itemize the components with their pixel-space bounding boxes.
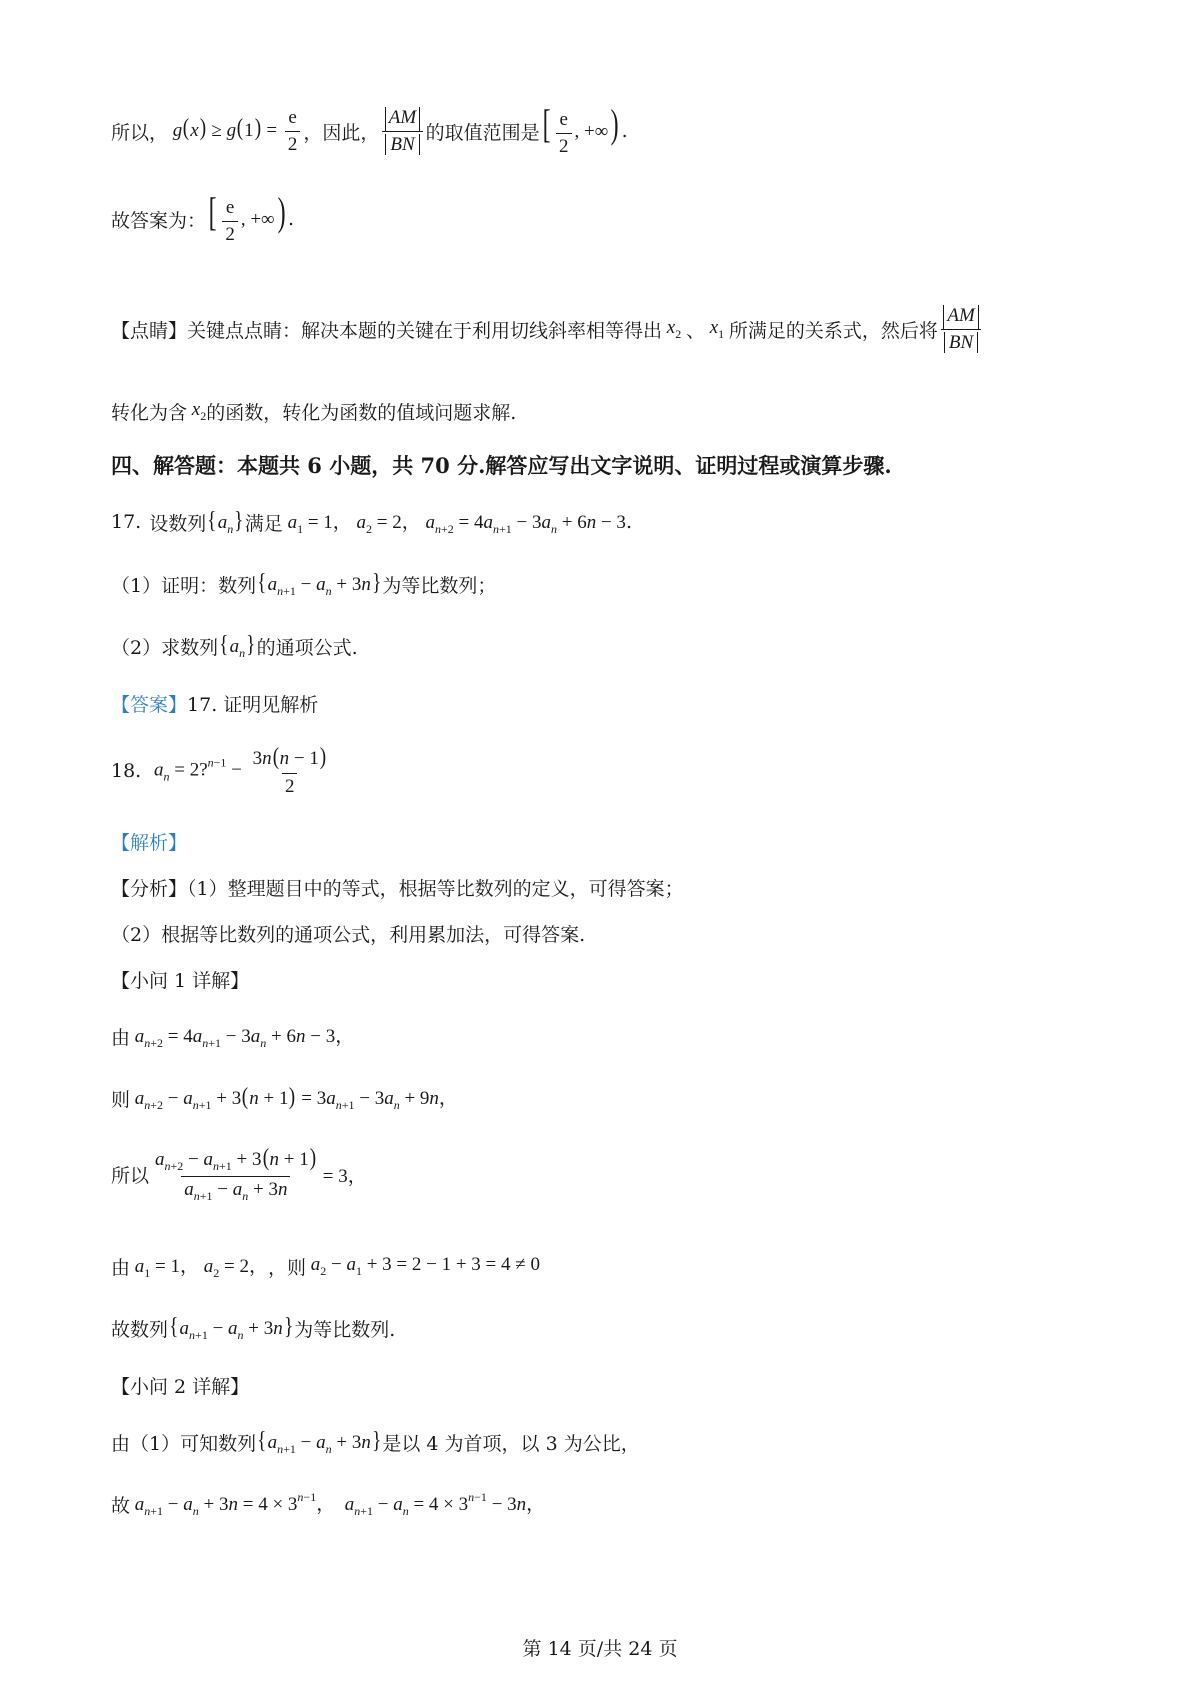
fenxi-1: 【分析】（1）整理题目中的等式，根据等比数列的定义，可得答案； <box>111 877 684 900</box>
step-3: 所以 $\frac{a_{n+2} - a_{n+1} + 3(n + 1)}{a_{n+1} - a_n + 3n}$ = 3， <box>111 1144 367 1203</box>
line-conclusion-g: 所以， g(x) ≥ g(1) = $\frac{e}{2}$ ，因此， $\frac{AM}{BN}$ 的取值范围是 [ $\frac{e}{2}$ , +∞) . <box>111 101 628 157</box>
sub-heading-2: 【小问 2 详解】 <box>111 1375 250 1398</box>
step-6: 由（1）可知数列 $\{a_{n+1} - a_n + 3n\}$ 是以 4 为首项，以 3 为公比， <box>111 1427 640 1456</box>
formula-g-inequality: g(x) ≥ g(1) = $\frac{e}{2}$ <box>168 107 303 156</box>
var-x2: $x_2$ <box>666 316 682 341</box>
step-5: 故数列 $\{a_{n+1} - a_n + 3n\}$ 为等比数列. <box>111 1313 396 1342</box>
line-dianjing: 【点睛】关键点点睛：解决本题的关键在于利用切线斜率相等得出 $x_2$ 、 $x_1$ 所满足的关系式，然后将 $\frac{AM}{BN}$ <box>111 292 984 366</box>
var-x2-b: $x_2$ <box>191 398 207 423</box>
jiexi-label: 【解析】 <box>111 831 188 854</box>
step-1: 由 $a_{n+2} = 4a_{n+1} - 3a_n + 6n - 3$， <box>111 1026 355 1050</box>
step-4: 由 $a_1 = 1$， $a_2 = 2$， ，则 $a_2 - a_1 + 3 = 2 - 1 + 3 = 4 \ne 0$ <box>111 1253 540 1280</box>
question-part-1: （1）证明：数列 $\{a_{n+1} - a_n + 3n\}$ 为等比数列； <box>111 569 497 598</box>
formula-am-bn-2: $\frac{AM}{BN}$ <box>941 305 981 354</box>
formula-recurrence: $a_1 = 1$， $a_2 = 2$， $a_{n+2} = 4a_{n+1} - 3a_n + 6n - 3$ <box>287 512 626 536</box>
question-part-2: （2）求数列 $\{a_n\}$ 的通项公式. <box>111 631 358 660</box>
sub-heading-1: 【小问 1 详解】 <box>111 969 250 992</box>
question-17: 17. 设数列 $\{a_n\}$ 满足 $a_1 = 1$， $a_2 = 2$， $a_{n+2} = 4a_{n+1} - 3a_n + 6n - 3$ . <box>111 507 632 536</box>
line-transform: 转化为含 $x_2$ 的函数，转化为函数的值域问题求解. <box>111 398 517 424</box>
formula-am-bn: $\frac{AM}{BN}$ <box>382 107 422 156</box>
page-footer: 第 14 页/共 24 页 <box>522 1638 678 1660</box>
section-heading: 四、解答题：本题共 6 小题，共 70 分.解答应写出文字说明、证明过程或演算步骤. <box>111 453 892 478</box>
formula-general-term: $a_n$ = 2?$^{n-1}$ − $\frac{3n(n - 1)}{2}$ <box>153 744 327 797</box>
line-answer-range: 故答案为： [ $\frac{e}{2}$ , +∞) . <box>111 189 294 245</box>
step-7: 故 $a_{n+1} - a_n + 3n = 4 \times 3^{n-1}$， $a_{n+1} - a_n = 4 \times 3^{n-1} - 3n$， <box>111 1490 546 1518</box>
formula-range: [ $\frac{e}{2}$ , +∞) <box>542 101 619 157</box>
formula-range-answer: [ $\frac{e}{2}$ , +∞) <box>208 189 286 245</box>
var-x1: $x_1$ <box>709 316 725 341</box>
answer-18: 18. $a_n$ = 2?$^{n-1}$ − $\frac{3n(n - 1)}{2}$ <box>111 734 333 808</box>
step-2: 则 $a_{n+2} - a_{n+1} + 3(n + 1) = 3a_{n+1} - 3a_n + 9n$， <box>111 1084 458 1112</box>
answer-line: 【答案】 17. 证明见解析 <box>111 693 319 716</box>
fenxi-2: （2）根据等比数列的通项公式，利用累加法，可得答案. <box>111 923 586 946</box>
